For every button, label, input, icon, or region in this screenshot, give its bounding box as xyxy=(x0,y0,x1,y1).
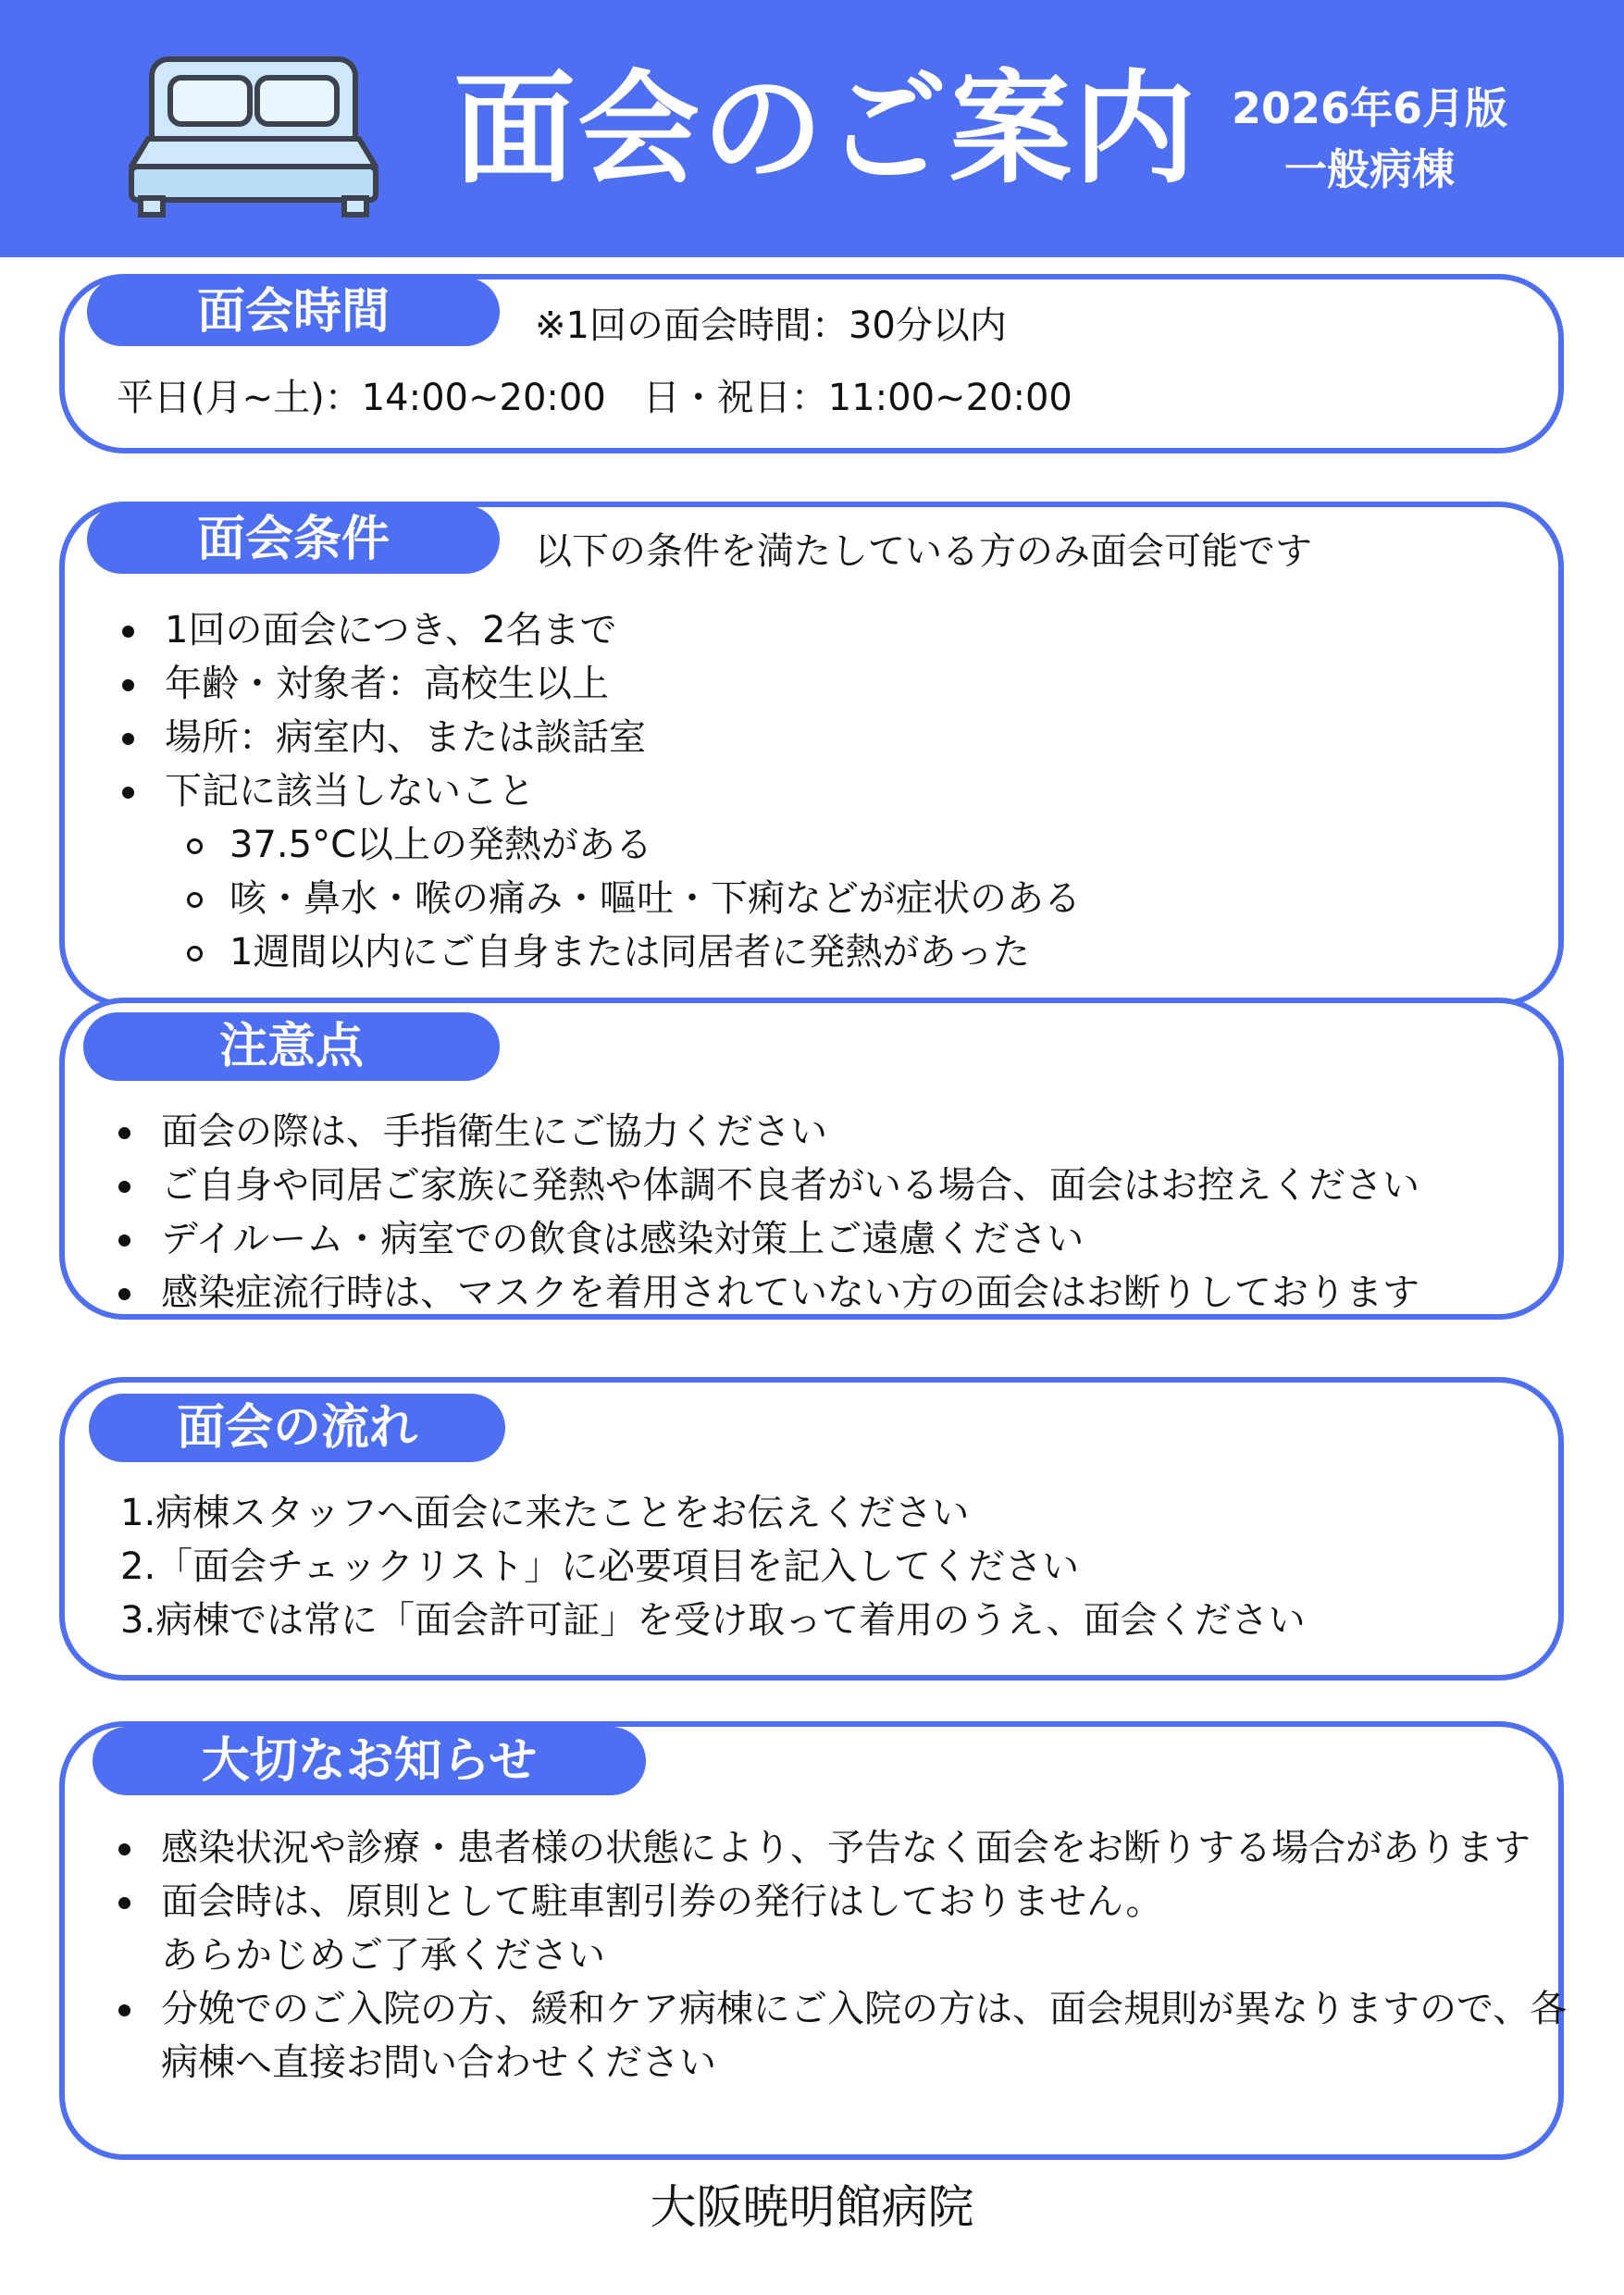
notice-list xyxy=(105,1821,1586,2090)
list-item: 分娩でのご入院の方、緩和ケア病棟にご入院の方は、面会規則が異なりますので、各病棟へ直接お問い合わせください xyxy=(105,1982,1586,2090)
cautions-list xyxy=(105,1105,1419,1320)
header-banner xyxy=(0,0,1624,257)
list-item: 1.病棟スタッフへ面会に来たことをお伝えください xyxy=(120,1492,970,1534)
visiting-schedule: 平日(月~土)：14:00~20:00 日・祝日：11:00~20:00 xyxy=(117,377,1072,419)
conditions-note: 以下の条件を満たしている方のみ面会可能です xyxy=(535,530,1312,573)
list-item: 1回の面会につき、2名まで xyxy=(109,603,1081,657)
sub-list-item: 37.5°C以上の発熱がある xyxy=(109,818,1081,872)
list-item: 感染症流行時は、マスクを着用されていない方の面会はお断りしております xyxy=(105,1266,1419,1320)
edition-date: 2026年6月版 xyxy=(1231,83,1508,133)
notice-label: 大切なお知らせ xyxy=(93,1727,646,1795)
list-item: ご自身や同居ご家族に発熱や体調不良者がいる場合、面会はお控えください xyxy=(105,1159,1419,1212)
list-item: 下記に該当しないこと xyxy=(109,764,1081,818)
conditions-label: 面会条件 xyxy=(87,505,500,574)
notice-item-line: 面会時は、原則として駐車割引券の発行はしておりません。 xyxy=(161,1880,1163,1923)
hospital-name: 大阪暁明館病院 xyxy=(650,2180,974,2234)
list-item: 感染状況や診療・患者様の状態により、予告なく面会をお断りする場合があります xyxy=(105,1821,1586,1875)
list-item: 場所：病室内、または談話室 xyxy=(109,711,1081,764)
list-item: デイルーム・病室での飲食は感染対策上ご遠慮ください xyxy=(105,1212,1419,1266)
flow-label: 面会の流れ xyxy=(89,1394,505,1462)
visiting-duration-note: ※1回の面会時間：30分以内 xyxy=(535,304,1007,347)
page-title: 面会のご案内 xyxy=(453,58,1197,201)
list-item: 3.病棟では常に「面会許可証」を受け取って着用のうえ、面会ください xyxy=(120,1599,1306,1642)
sub-list-item: 1週間以内にご自身または同居者に発熱があった xyxy=(109,925,1081,979)
list-item: 面会の際は、手指衛生にご協力ください xyxy=(105,1105,1419,1159)
list-item xyxy=(105,1875,1586,1982)
list-item: 年齢・対象者：高校生以上 xyxy=(109,657,1081,711)
conditions-section xyxy=(59,502,1564,1007)
ward-name: 一般病棟 xyxy=(1284,144,1455,194)
conditions-list xyxy=(109,603,1081,979)
sub-list-item: 咳・鼻水・喉の痛み・嘔吐・下痢などが症状のある xyxy=(109,872,1081,925)
visiting-hours-label: 面会時間 xyxy=(87,278,500,346)
list-item: 2.「面会チェックリスト」に必要項目を記入してください xyxy=(120,1545,1080,1588)
notice-item-line: あらかじめご了承ください xyxy=(161,1934,605,1977)
cautions-label: 注意点 xyxy=(83,1012,500,1081)
edition-info xyxy=(1221,78,1518,200)
flow-steps xyxy=(120,1486,1306,1647)
bed-icon xyxy=(128,54,379,218)
